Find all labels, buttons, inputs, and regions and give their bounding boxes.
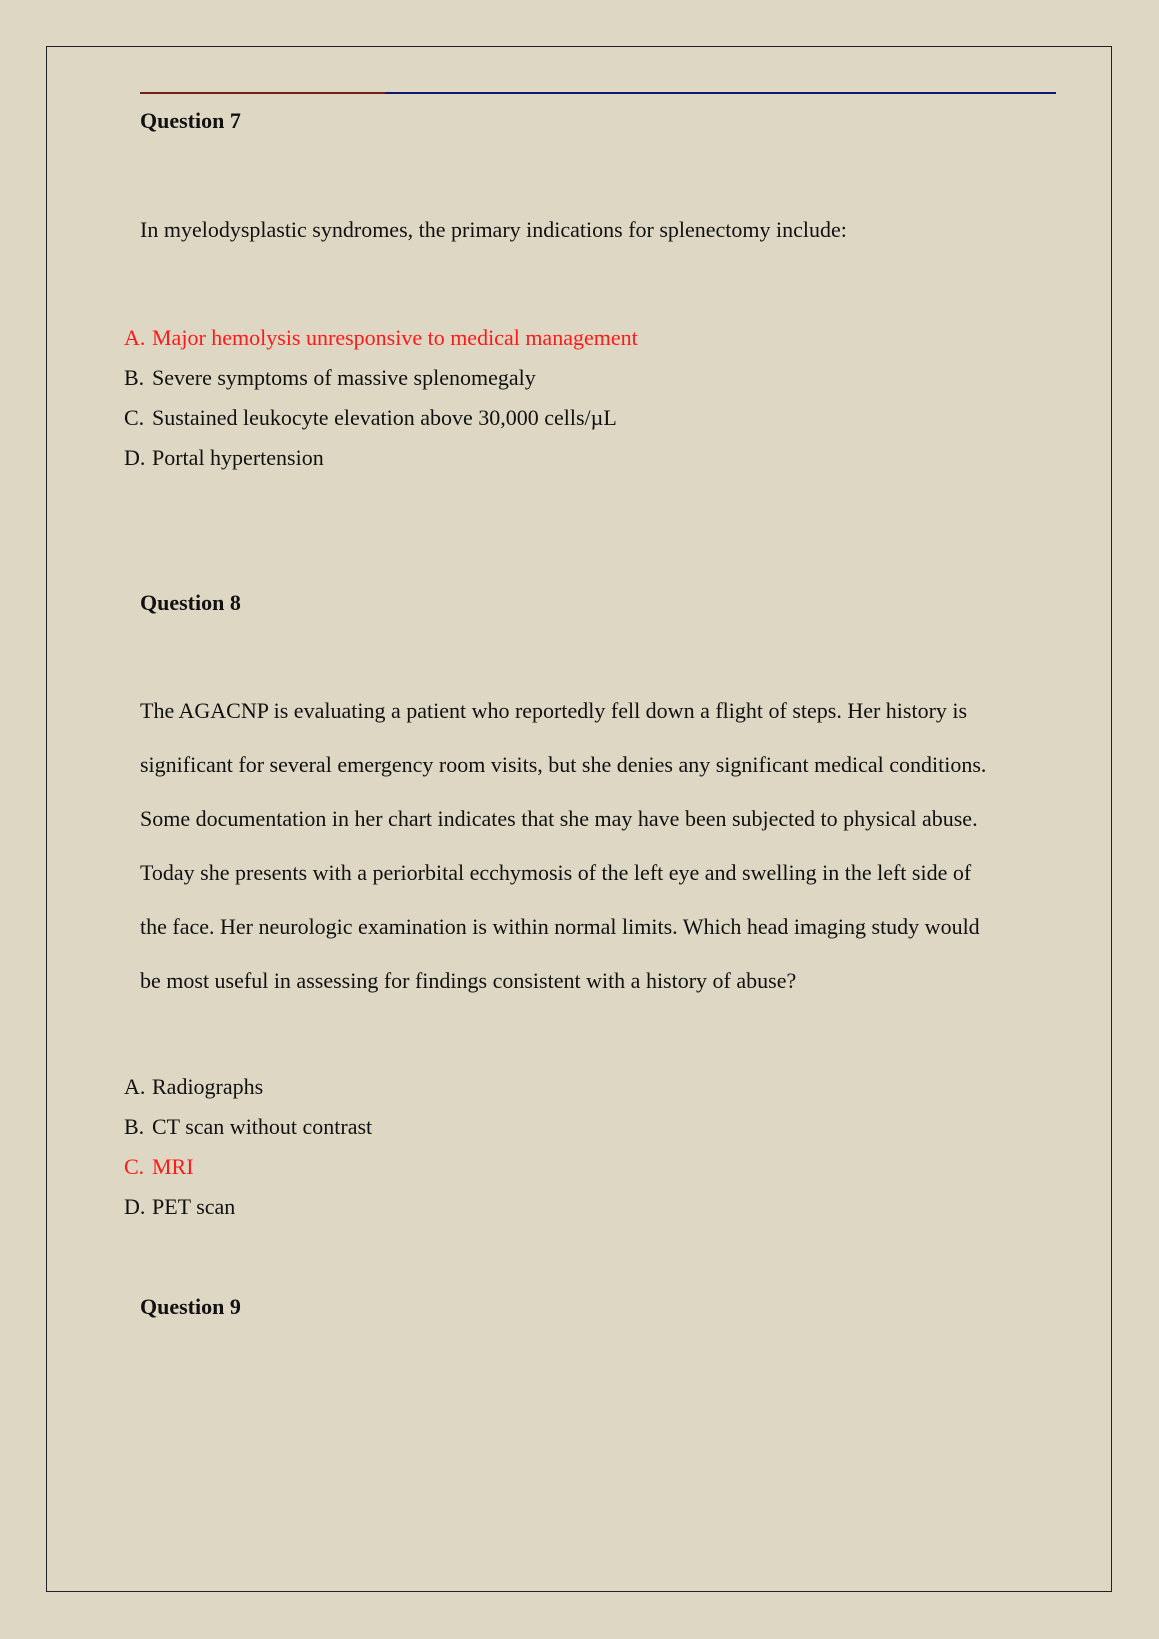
option-letter: B. <box>124 365 145 390</box>
stem-line: significant for several emergency room visits, but she denies any significant medical conditions. <box>140 752 987 777</box>
stem-line: The AGACNP is evaluating a patient who reportedly fell down a flight of steps. Her history is <box>140 698 968 723</box>
option-text: Portal hypertension <box>152 445 324 470</box>
question-7-heading: Question 7 <box>140 108 241 133</box>
question-8-stem <box>140 684 1060 1008</box>
header-rule <box>140 92 1056 94</box>
stem-line: Some documentation in her chart indicates that she may have been subjected to physical abuse. <box>140 806 978 831</box>
option-text: Major hemolysis unresponsive to medical management <box>152 325 638 350</box>
question-8-option-c[interactable] <box>124 1154 194 1180</box>
option-text: MRI <box>152 1154 194 1179</box>
question-7-option-a[interactable] <box>124 325 638 351</box>
stem-line: the face. Her neurologic examination is within normal limits. Which head imaging study would <box>140 914 980 939</box>
option-text: Sustained leukocyte elevation above 30,000 cells/µL <box>152 405 617 430</box>
header-rule-right-segment <box>385 92 1056 94</box>
option-letter: A. <box>124 325 146 350</box>
question-7-option-d[interactable] <box>124 445 324 471</box>
option-text: PET scan <box>152 1194 236 1219</box>
question-8-option-b[interactable] <box>124 1114 372 1140</box>
header-rule-left-segment <box>140 92 385 94</box>
stem-line: Today she presents with a periorbital ecchymosis of the left eye and swelling in the left side of <box>140 860 972 885</box>
option-text: Radiographs <box>152 1074 264 1099</box>
option-letter: C. <box>124 1154 145 1179</box>
option-text: Severe symptoms of massive splenomegaly <box>152 365 536 390</box>
question-7-option-b[interactable] <box>124 365 536 391</box>
stem-line: be most useful in assessing for findings consistent with a history of abuse? <box>140 968 797 993</box>
option-letter: A. <box>124 1074 146 1099</box>
option-letter: C. <box>124 405 145 430</box>
option-text: CT scan without contrast <box>152 1114 373 1139</box>
question-8-option-a[interactable] <box>124 1074 263 1100</box>
question-9-heading: Question 9 <box>140 1294 241 1319</box>
question-8-option-d[interactable] <box>124 1194 235 1220</box>
option-letter: D. <box>124 1194 146 1219</box>
option-letter: D. <box>124 445 146 470</box>
question-7-option-c[interactable] <box>124 405 617 431</box>
question-7-stem: In myelodysplastic syndromes, the primary indications for splenectomy include: <box>140 217 847 242</box>
option-letter: B. <box>124 1114 145 1139</box>
question-8-heading: Question 8 <box>140 590 241 615</box>
